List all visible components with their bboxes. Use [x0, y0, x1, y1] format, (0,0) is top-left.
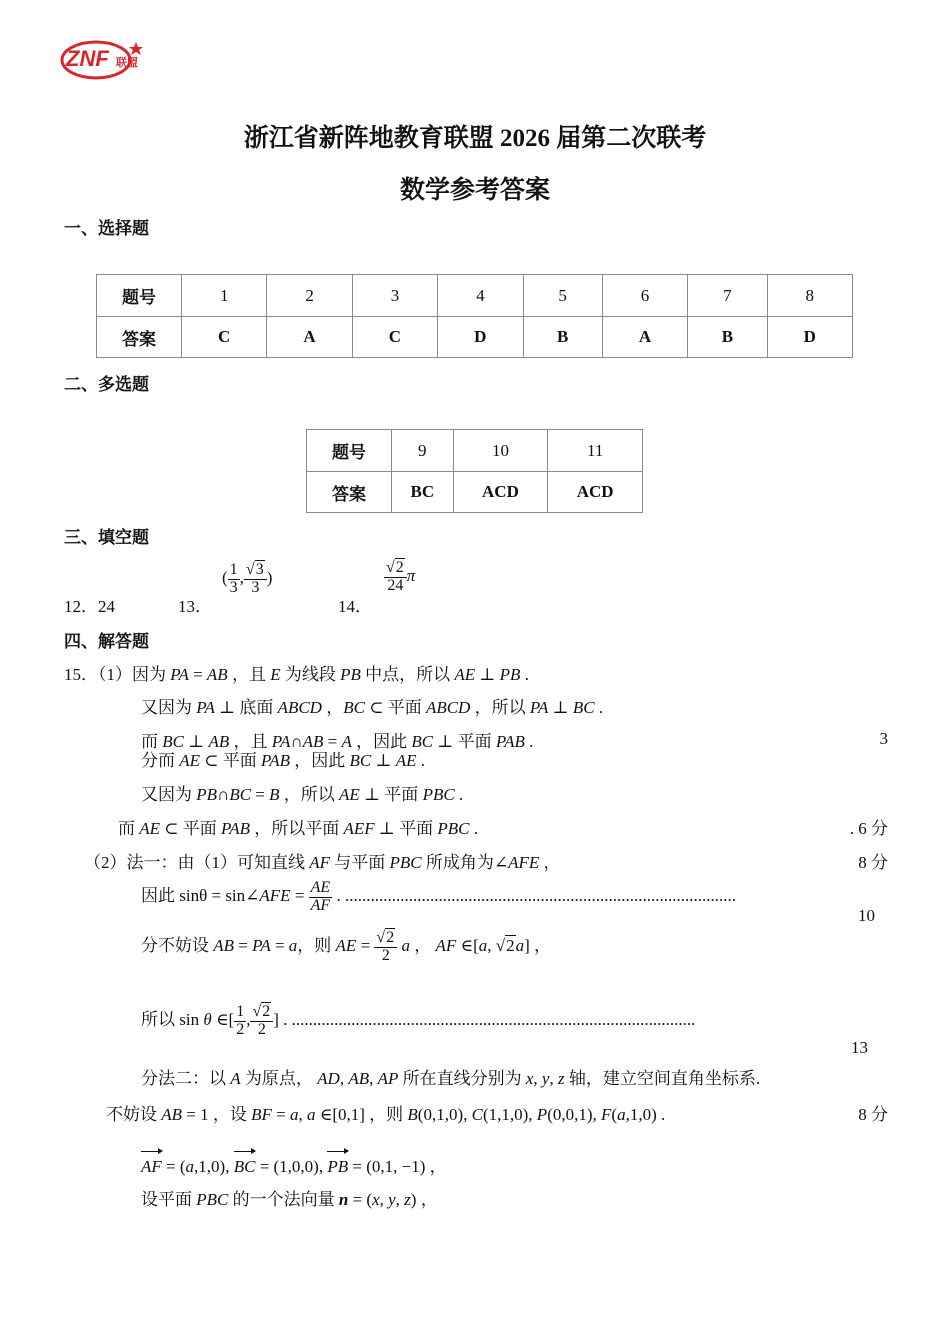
svg-text:联盟: 联盟 [116, 56, 138, 69]
table-cell: 8 [767, 275, 852, 317]
score-13: 13 [851, 1038, 868, 1057]
solution-line: 因此 sinθ = sin∠AFE = $\frac{AE}{AF}$ . ............................................................................................ [141, 879, 736, 914]
solution-line: 又因为 PB∩BC = B ，所以 AE ⊥ 平面 PBC . [141, 785, 464, 804]
table-cell: 11 [548, 430, 643, 472]
table-cell: 9 [392, 430, 454, 472]
section-multi: 二、多选题 [64, 375, 149, 394]
table-cell: 2 [267, 275, 352, 317]
table-cell: C [182, 317, 267, 358]
solution-line: 分法二：以 A 为原点， AD, AB, AP 所在直线分别为 x, y, z 轴，建立空间直角坐标系. [141, 1069, 761, 1088]
solution-line: 不妨设 AB = 1 ，设 BF = a, a ∈[0,1] ，则 B(0,1,0), C(1,1,0), P(0,0,1), F(a,1,0) . [106, 1105, 666, 1124]
table-cell: B [688, 317, 767, 358]
page-title: 浙江省新阵地教育联盟 2026 届第二次联考 [243, 125, 707, 152]
score-8b: 8 分 [858, 1105, 888, 1124]
answer-table-single [96, 274, 853, 358]
table-cell: 6 [602, 275, 687, 317]
table-head-question: 题号 [97, 275, 182, 317]
table-cell: ACD [453, 472, 548, 513]
znf-logo [58, 36, 154, 82]
table-cell: 10 [453, 430, 548, 472]
table-cell: 5 [523, 275, 602, 317]
fill-q13-label: 13． [178, 597, 212, 616]
table-cell: 1 [182, 275, 267, 317]
table-cell: B [523, 317, 602, 358]
solution-line: （2）法一：由（1）可知直线 AF 与平面 PBC 所成角为∠AFE ， [84, 853, 561, 872]
solution-line: 而 BC ⊥ AB ，且 PA∩AB = A ，因此 BC ⊥ 平面 PAB . [141, 732, 534, 751]
solution-line: 设平面 PBC 的一个法向量 n = (x, y, z) ， [141, 1190, 438, 1209]
table-cell: A [602, 317, 687, 358]
solution-line: 而 AE ⊂ 平面 PAB ，所以平面 AEF ⊥ 平面 PBC . [118, 819, 479, 838]
table-cell: 3 [352, 275, 437, 317]
table-cell: 7 [688, 275, 767, 317]
table-cell: BC [392, 472, 454, 513]
fill-q14-answer: $\frac{√2}{24}$ π [386, 559, 416, 594]
fill-q14-label: 14． [338, 597, 372, 616]
solution-line: 所以 sin θ ∈[ $\frac{1}{2}$ , $\frac{√2}{2}$ ] . ............................................................................................... [141, 1003, 696, 1038]
page-subtitle: 数学参考答案 [399, 177, 550, 204]
score-8a: 8 分 [858, 853, 888, 872]
table-head-answer: 答案 [307, 472, 392, 513]
fill-q13-answer: ( $\frac{1}{3}$ , $\frac{√3}{3}$ ) [222, 561, 273, 596]
section-solution: 四、解答题 [64, 632, 149, 651]
solution-line: AF = (a,1,0), BC = (1,0,0), PB = (0,1, −1) ， [141, 1157, 447, 1176]
table-cell: D [767, 317, 852, 358]
score-6: . 6 分 [849, 819, 888, 838]
solution-line: 分不妨设 AB = PA = a，则 AE = $\frac{√2}{2}$ a ， AF ∈[a, √2a] ， [141, 929, 551, 964]
solution-line: 又因为 PA ⊥ 底面 ABCD ，BC ⊂ 平面 ABCD ，所以 PA ⊥ BC . [141, 698, 604, 717]
table-cell: ACD [548, 472, 643, 513]
score-3: 3 [879, 729, 888, 748]
table-head-question: 题号 [307, 430, 392, 472]
table-cell: D [438, 317, 523, 358]
section-fill: 三、填空题 [64, 528, 149, 547]
table-cell: C [352, 317, 437, 358]
table-head-answer: 答案 [97, 317, 182, 358]
section-choice: 一、选择题 [64, 219, 149, 238]
solution-line: 分而 AE ⊂ 平面 PAB ，因此 BC ⊥ AE . [141, 751, 426, 770]
solution-line: 15．（1）因为 PA = AB ，且 E 为线段 PB 中点，所以 AE ⊥ PB . [64, 665, 529, 684]
table-cell: A [267, 317, 352, 358]
score-10: 10 [858, 906, 875, 925]
svg-text:ZNF: ZNF [66, 46, 109, 71]
answer-table-multi [306, 429, 643, 513]
table-cell: 4 [438, 275, 523, 317]
fill-q12: 12．24 [64, 597, 115, 616]
